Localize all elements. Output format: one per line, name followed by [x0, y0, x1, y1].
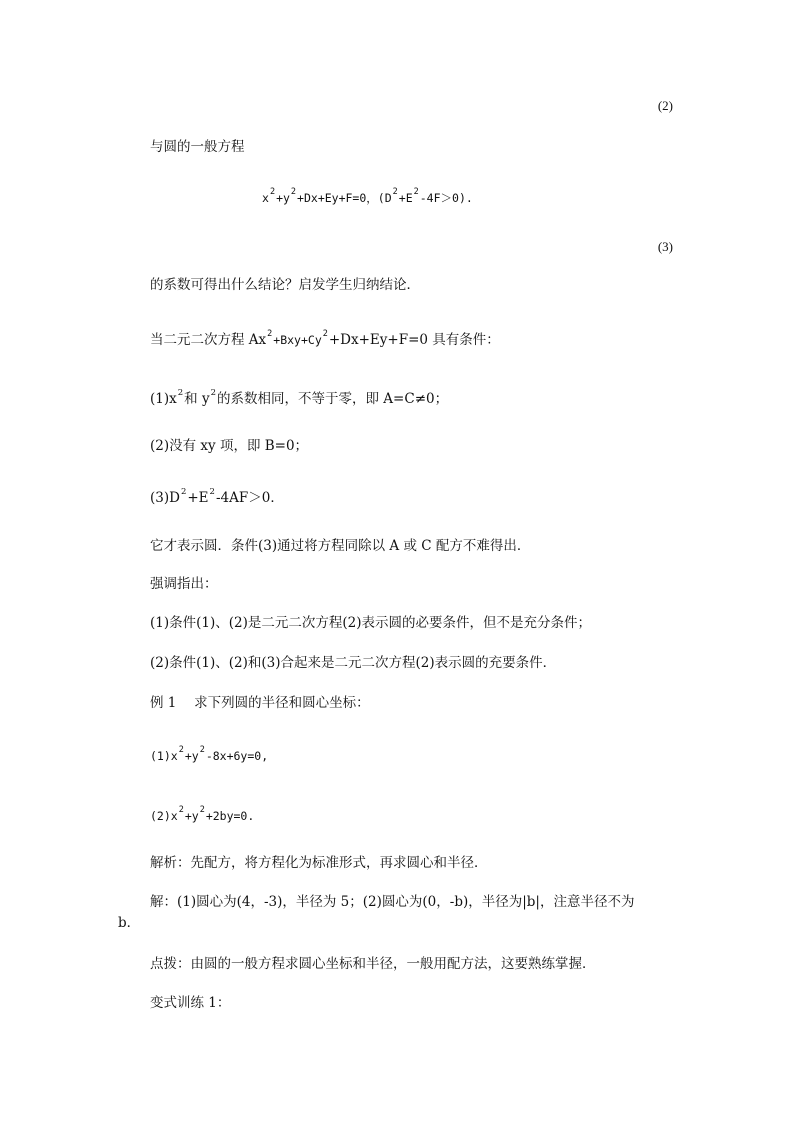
- text-part: -4AF＞0．: [215, 490, 284, 506]
- condition-3: [150, 489, 284, 509]
- example-2: [150, 807, 254, 827]
- equation-number-2: (2): [657, 98, 673, 113]
- text-part: (1)x: [150, 391, 177, 407]
- solution-line-2: b．: [118, 915, 141, 931]
- exponent: 2: [392, 187, 398, 197]
- text-part: +Bxy+Cy: [273, 333, 322, 347]
- text-part: -8x+6y=0,: [205, 749, 269, 763]
- exponent: 2: [199, 745, 205, 755]
- equation-number-3: (3): [657, 239, 673, 254]
- emphasis-2: (2)条件(1)、(2)和(3)合起来是二元二次方程(2)表示圆的充要条件．: [150, 655, 557, 671]
- text-part: 的系数相同，不等于零，即 A=C≠0；: [217, 391, 449, 407]
- tip-text: 点拨：由圆的一般方程求圆心坐标和半径，一般用配方法，这要熟练掌握．: [150, 956, 596, 972]
- condition-2: (2)没有 xy 项，即 B=0；: [150, 438, 309, 454]
- exponent: 2: [177, 388, 184, 398]
- exponent: 2: [269, 187, 276, 197]
- exponent: 2: [209, 487, 215, 497]
- text-part: (2)x: [150, 809, 178, 823]
- exponent: 2: [413, 187, 419, 197]
- analysis-text: 解析：先配方，将方程化为标准形式，再求圆心和半径．: [150, 855, 488, 871]
- exponent: 2: [322, 329, 328, 339]
- exponent: 2: [180, 487, 187, 497]
- emphasis-title: 强调指出：: [150, 576, 218, 592]
- text-part: +Dx+Ey+F=0 具有条件：: [328, 332, 500, 348]
- text-part: (3)D: [150, 490, 180, 506]
- exercise-title: 变式训练 1：: [150, 995, 231, 1011]
- condition-1: [150, 390, 448, 410]
- condition-intro: [150, 331, 500, 351]
- intro-text: 与圆的一般方程: [150, 139, 245, 155]
- exponent: 2: [178, 805, 184, 815]
- exponent: 2: [199, 805, 205, 815]
- eq-part: -4F＞0).: [419, 191, 473, 205]
- eq-part: x: [262, 191, 269, 205]
- emphasis-1: (1)条件(1)、(2)是二元二次方程(2)表示圆的必要条件，但不是充分条件；: [150, 615, 591, 631]
- solution-line-1: 解：(1)圆心为(4，-3)，半径为 5；(2)圆心为(0，-b)，半径为|b|，注意半径不为: [150, 894, 635, 910]
- text-part: +y: [184, 749, 199, 763]
- text-part: 和 y: [184, 391, 210, 407]
- text-part: +y: [184, 809, 199, 823]
- text-part: +E: [187, 490, 209, 506]
- exponent: 2: [290, 187, 297, 197]
- conclusion-text: 它才表示圆．条件(3)通过将方程同除以 A 或 C 配方不难得出．: [150, 538, 531, 554]
- exponent: 2: [267, 329, 273, 339]
- general-equation: [262, 189, 473, 209]
- example-title: 例 1 求下列圆的半径和圆心坐标：: [150, 695, 370, 711]
- eq-part: +y: [276, 191, 290, 205]
- text-part: +2by=0.: [205, 809, 255, 823]
- text-part: (1)x: [150, 749, 178, 763]
- example-1: [150, 747, 268, 767]
- eq-part: +Dx+Ey+F=0，(D: [297, 191, 392, 205]
- question-text: 的系数可得出什么结论？启发学生归纳结论．: [150, 277, 420, 293]
- exponent: 2: [178, 745, 184, 755]
- eq-part: +E: [398, 191, 413, 205]
- text-part: 当二元二次方程 Ax: [150, 332, 267, 348]
- exponent: 2: [210, 388, 217, 398]
